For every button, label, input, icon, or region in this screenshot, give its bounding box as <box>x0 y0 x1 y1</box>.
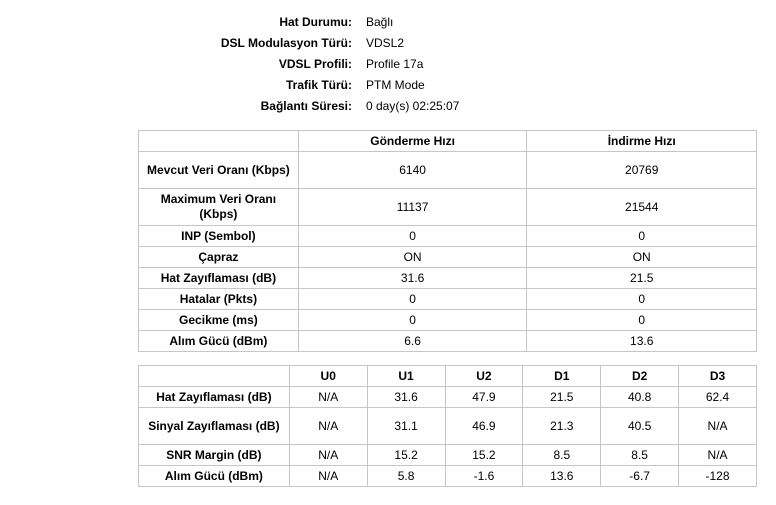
downstream-value: ON <box>527 247 757 268</box>
band-table <box>138 365 757 487</box>
upstream-value: ON <box>298 247 527 268</box>
table-header-row <box>139 366 757 387</box>
downstream-value: 13.6 <box>527 331 757 352</box>
status-row-traffic-type <box>0 74 776 95</box>
band-value: 21.3 <box>523 408 601 445</box>
band-value: 31.1 <box>367 408 445 445</box>
downstream-value: 0 <box>527 310 757 331</box>
table-row <box>139 466 757 487</box>
status-label: VDSL Profili: <box>278 56 352 71</box>
band-value: 46.9 <box>445 408 523 445</box>
table-row <box>139 310 757 331</box>
upstream-value: 6.6 <box>298 331 527 352</box>
band-value: N/A <box>289 408 367 445</box>
band-value: 31.6 <box>367 387 445 408</box>
band-header-d3: D3 <box>679 366 757 387</box>
table-header-cell <box>139 366 290 387</box>
table-row <box>139 152 757 189</box>
band-value: -1.6 <box>445 466 523 487</box>
row-label: Hat Zayıflaması (dB) <box>139 268 299 289</box>
downstream-header: İndirme Hızı <box>527 131 757 152</box>
table-row <box>139 331 757 352</box>
band-value: 40.5 <box>601 408 679 445</box>
table-row <box>139 387 757 408</box>
status-value: Profile 17a <box>366 56 424 71</box>
band-value: 8.5 <box>601 445 679 466</box>
status-value: Bağlı <box>366 14 394 29</box>
band-value: 13.6 <box>523 466 601 487</box>
downstream-value: 21544 <box>527 189 757 226</box>
upstream-header: Gönderme Hızı <box>298 131 527 152</box>
downstream-value: 0 <box>527 226 757 247</box>
row-label: Çapraz <box>139 247 299 268</box>
downstream-value: 20769 <box>527 152 757 189</box>
rates-table <box>138 130 757 352</box>
row-label: Hat Zayıflaması (dB) <box>139 387 290 408</box>
status-row-profile <box>0 53 776 74</box>
band-value: 47.9 <box>445 387 523 408</box>
table-header-cell <box>139 131 299 152</box>
band-header-u1: U1 <box>367 366 445 387</box>
status-label: Trafik Türü: <box>285 77 352 92</box>
table-row <box>139 289 757 310</box>
row-label: INP (Sembol) <box>139 226 299 247</box>
table-row <box>139 226 757 247</box>
status-row-uptime <box>0 95 776 116</box>
status-row-line-state <box>0 11 776 32</box>
band-value: 62.4 <box>679 387 757 408</box>
row-label: Gecikme (ms) <box>139 310 299 331</box>
status-row-modulation <box>0 32 776 53</box>
table-row <box>139 268 757 289</box>
band-value: 40.8 <box>601 387 679 408</box>
upstream-value: 0 <box>298 226 527 247</box>
table-header-row <box>139 131 757 152</box>
connection-status-panel <box>0 11 776 116</box>
status-value: PTM Mode <box>366 77 425 92</box>
status-label: Hat Durumu: <box>279 14 352 29</box>
band-value: N/A <box>679 408 757 445</box>
upstream-value: 6140 <box>298 152 527 189</box>
band-value: 15.2 <box>367 445 445 466</box>
row-label: SNR Margin (dB) <box>139 445 290 466</box>
band-value: N/A <box>289 387 367 408</box>
band-value: 21.5 <box>523 387 601 408</box>
table-row <box>139 408 757 445</box>
table-row <box>139 445 757 466</box>
band-value: N/A <box>289 445 367 466</box>
band-value: 15.2 <box>445 445 523 466</box>
band-header-u2: U2 <box>445 366 523 387</box>
upstream-value: 0 <box>298 310 527 331</box>
status-label: DSL Modulasyon Türü: <box>220 35 352 50</box>
table-row <box>139 247 757 268</box>
band-header-d1: D1 <box>523 366 601 387</box>
band-value: -6.7 <box>601 466 679 487</box>
band-value: N/A <box>679 445 757 466</box>
band-value: N/A <box>289 466 367 487</box>
row-label: Mevcut Veri Oranı (Kbps) <box>139 152 299 189</box>
row-label: Hatalar (Pkts) <box>139 289 299 310</box>
band-header-u0: U0 <box>289 366 367 387</box>
status-value: 0 day(s) 02:25:07 <box>366 98 460 113</box>
upstream-value: 0 <box>298 289 527 310</box>
row-label: Maximum Veri Oranı (Kbps) <box>139 189 299 226</box>
status-label: Bağlantı Süresi: <box>260 98 352 113</box>
band-value: -128 <box>679 466 757 487</box>
upstream-value: 31.6 <box>298 268 527 289</box>
downstream-value: 0 <box>527 289 757 310</box>
row-label: Alım Gücü (dBm) <box>139 466 290 487</box>
row-label: Alım Gücü (dBm) <box>139 331 299 352</box>
band-header-d2: D2 <box>601 366 679 387</box>
table-row <box>139 189 757 226</box>
downstream-value: 21.5 <box>527 268 757 289</box>
band-value: 8.5 <box>523 445 601 466</box>
upstream-value: 11137 <box>298 189 527 226</box>
row-label: Sinyal Zayıflaması (dB) <box>139 408 290 445</box>
status-value: VDSL2 <box>366 35 405 50</box>
band-value: 5.8 <box>367 466 445 487</box>
